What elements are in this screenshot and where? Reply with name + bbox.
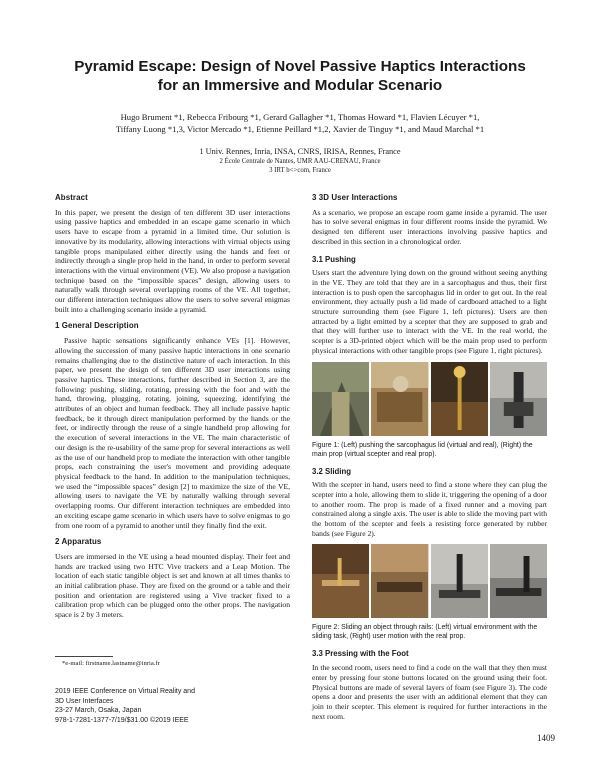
figure-1-caption: Figure 1: (Left) pushing the sarcophagus lid (virtual and real), (Right) the main prop (virtual scepter and real prop).: [312, 441, 533, 458]
subsection-3-3-text: In the second room, users need to find a code on the wall that they then must enter by pressing four stone buttons located on the ground using their foot. Physical buttons are made of several layers of foam (see Figure 3). The code opens a door and presents the user with an additional element that they can join to their scepter. This element is required for further interactions in the next room.: [312, 663, 547, 721]
page-number: 1409: [537, 733, 555, 743]
section-2-heading: 2 Apparatus: [55, 537, 102, 547]
left-column: [55, 193, 290, 624]
fig1-virtual-sarcophagus-image: [312, 362, 369, 436]
right-column: [312, 193, 547, 725]
authors: [40, 111, 560, 135]
abstract-heading: Abstract: [55, 193, 88, 202]
conf-line-4: 978-1-7281-1377-7/19/$31.00 ©2019 IEEE: [55, 716, 189, 724]
abstract-text: In this paper, we present the design of ten different 3D user interactions using passive haptics and embedded in an escape game scenario in which users have to escape from a pyramid in a limited time. Our solution is innovative by its modularity, allowing interactions with virtual objects using tangible props manipulated either directly using the hands and feet or indirectly through a single prop held in the hand, in order to perform several interactions with the virtual environment (VE). We also propose a navigation technique based on the “impossible spaces” design, allowing users to naturally walk through several overlapping rooms of the VE. All together, our different interaction techniques allow the users to solve several enigmas built into a challenging scenario inside a pyramid.: [55, 207, 290, 314]
affiliation-1: 1 Univ. Rennes, Inria, INSA, CNRS, IRISA, Rennes, France: [199, 147, 401, 156]
fig2-virtual-sliding-image: [312, 544, 369, 618]
affiliation-2: 2 École Centrale de Nantes, UMR AAU-CRENAU, France: [219, 158, 381, 165]
fig2-virtual-runner-image: [371, 544, 428, 618]
subsection-3-3-heading: 3.3 Pressing with the Foot: [312, 649, 409, 659]
subsection-3-1-text: Users start the adventure lying down on the ground without seeing anything in the VE. They are told that they are in a sarcophagus and thus, their first interaction is to push open the sarcophagus lid in order to get out. In the real environment, they actually push a lid made of cardboard attached to a light structure surrounding them (see Figure 1, left pictures). Users are then attracted by a light emitted by a scepter that they are supposed to grab and that they will further use to interact with the VE. In the real world, the scepter is a 3D-printed object which will be the main prop used to perform physical interactions with other tangible props (see Figure 1, right pictures).: [312, 268, 547, 355]
figure-2-caption: Figure 2: Sliding an object through rails: (Left) virtual environment with the sliding task, (Right) user motion with the real prop.: [312, 624, 538, 641]
section-3-heading: 3 3D User Interactions: [312, 193, 398, 202]
fig1-real-prop-image: [490, 362, 547, 436]
affiliation-3: 3 IRT b<>com, France: [269, 167, 331, 174]
authors-line-1: Hugo Brument *1, Rebecca Fribourg *1, Gerard Gallagher *1, Thomas Howard *1, Flavien Lécuyer *1,: [120, 112, 480, 122]
authors-line-2: Tiffany Luong *1,3, Victor Mercado *1, Etienne Peillard *1,2, Xavier de Tinguy *1, and Maud Marchal *1: [115, 124, 485, 134]
conf-line-3: 23-27 March, Osaka, Japan: [55, 707, 142, 714]
fig1-real-lid-image: [371, 362, 428, 436]
section-1-heading: 1 General Description: [55, 321, 139, 331]
fig1-virtual-scepter-image: [431, 362, 488, 436]
footnote: *e-mail: firstname.lastname@inria.fr: [62, 660, 160, 667]
figure-1: [312, 362, 547, 436]
affiliations: [60, 147, 540, 175]
section-1-text: Passive haptic sensations significantly enhance VEs [1]. However, allowing the succession of many passive haptic interactions in one scenario remains challenging due to the distinctive nature of each interaction. In this paper, we present the design of ten different 3D user interactions using passive haptics. These interactions, further described in Section 3, are the following: pushing, sliding, rotating, pressing with the foot and with the hand, throwing, plugging, rotating, joining, squeezing, identifying the attributes of an object and human feedback. They all include passive haptic feedback, be it through direct manipulation performed by the hands or the feet, or indirectly through the reuse of a single handheld prop allowing for the execution of several interactions in the VE. The main characteristic of our design is the re-usability of the same prop for several interactions as well as the use of our handheld prop to mediate the interaction with other tangible props, each constraining the user's movement and providing adequate physical feedback to the hand. In addition to the manipulation techniques, we used the “impossible spaces” design [2] to maximize the size of the VE, allowing users to navigate the VE by naturally walking through several overlapping rooms. Our different interaction techniques are embedded into an exciting escape game scenario in which users have to solve enigmas to go from one room of a pyramid to another until they finally find the exit.: [55, 336, 290, 530]
fig2-user-motion-image-1: [431, 544, 488, 618]
subsection-3-1-heading: 3.1 Pushing: [312, 254, 356, 264]
section-3-text: As a scenario, we propose an escape room game inside a pyramid. The user has to solve several enigmas in four different rooms inside the pyramid. We designed ten different user interactions involving passive haptics and described in this section in a chronological order.: [312, 207, 547, 246]
subsection-3-2-text: With the scepter in hand, users need to find a stone where they can plug the scepter into a hole, allowing them to slide it, triggering the opening of a door to another room. The prop is made of a fixed runner and a moving part constrained along a single axis. The user is able to slide the moving part with the bottom of the scepter and feels a resisting force generated by rubber bands (see Figure 2).: [312, 480, 547, 538]
section-2-text: Users are immersed in the VE using a head mounted display. Their feet and hands are tracked using two HTC Vive trackers and a Leap Motion. The location of each static tangible object is set and known at all times thanks to an initial calibration phase. They are fixed on the ground or a table and their position and orientation are registered using a Vive tracker fixed to a calibration prop which can be plugged onto the other props. The navigation space is 2 by 3 meters.: [55, 551, 290, 620]
subsection-3-2-heading: 3.2 Sliding: [312, 466, 351, 476]
conference-info: [55, 687, 195, 725]
figure-2: [312, 544, 547, 618]
paper-title: [0, 57, 600, 95]
fig2-user-motion-image-2: [490, 544, 547, 618]
footnote-rule: [55, 656, 113, 657]
conf-line-2: 3D User Interfaces: [55, 697, 114, 705]
conf-line-1: 2019 IEEE Conference on Virtual Reality and: [55, 688, 195, 695]
title-line-2: for an Immersive and Modular Scenario: [157, 77, 443, 94]
title-line-1: Pyramid Escape: Design of Novel Passive Haptics Interactions: [74, 58, 526, 75]
